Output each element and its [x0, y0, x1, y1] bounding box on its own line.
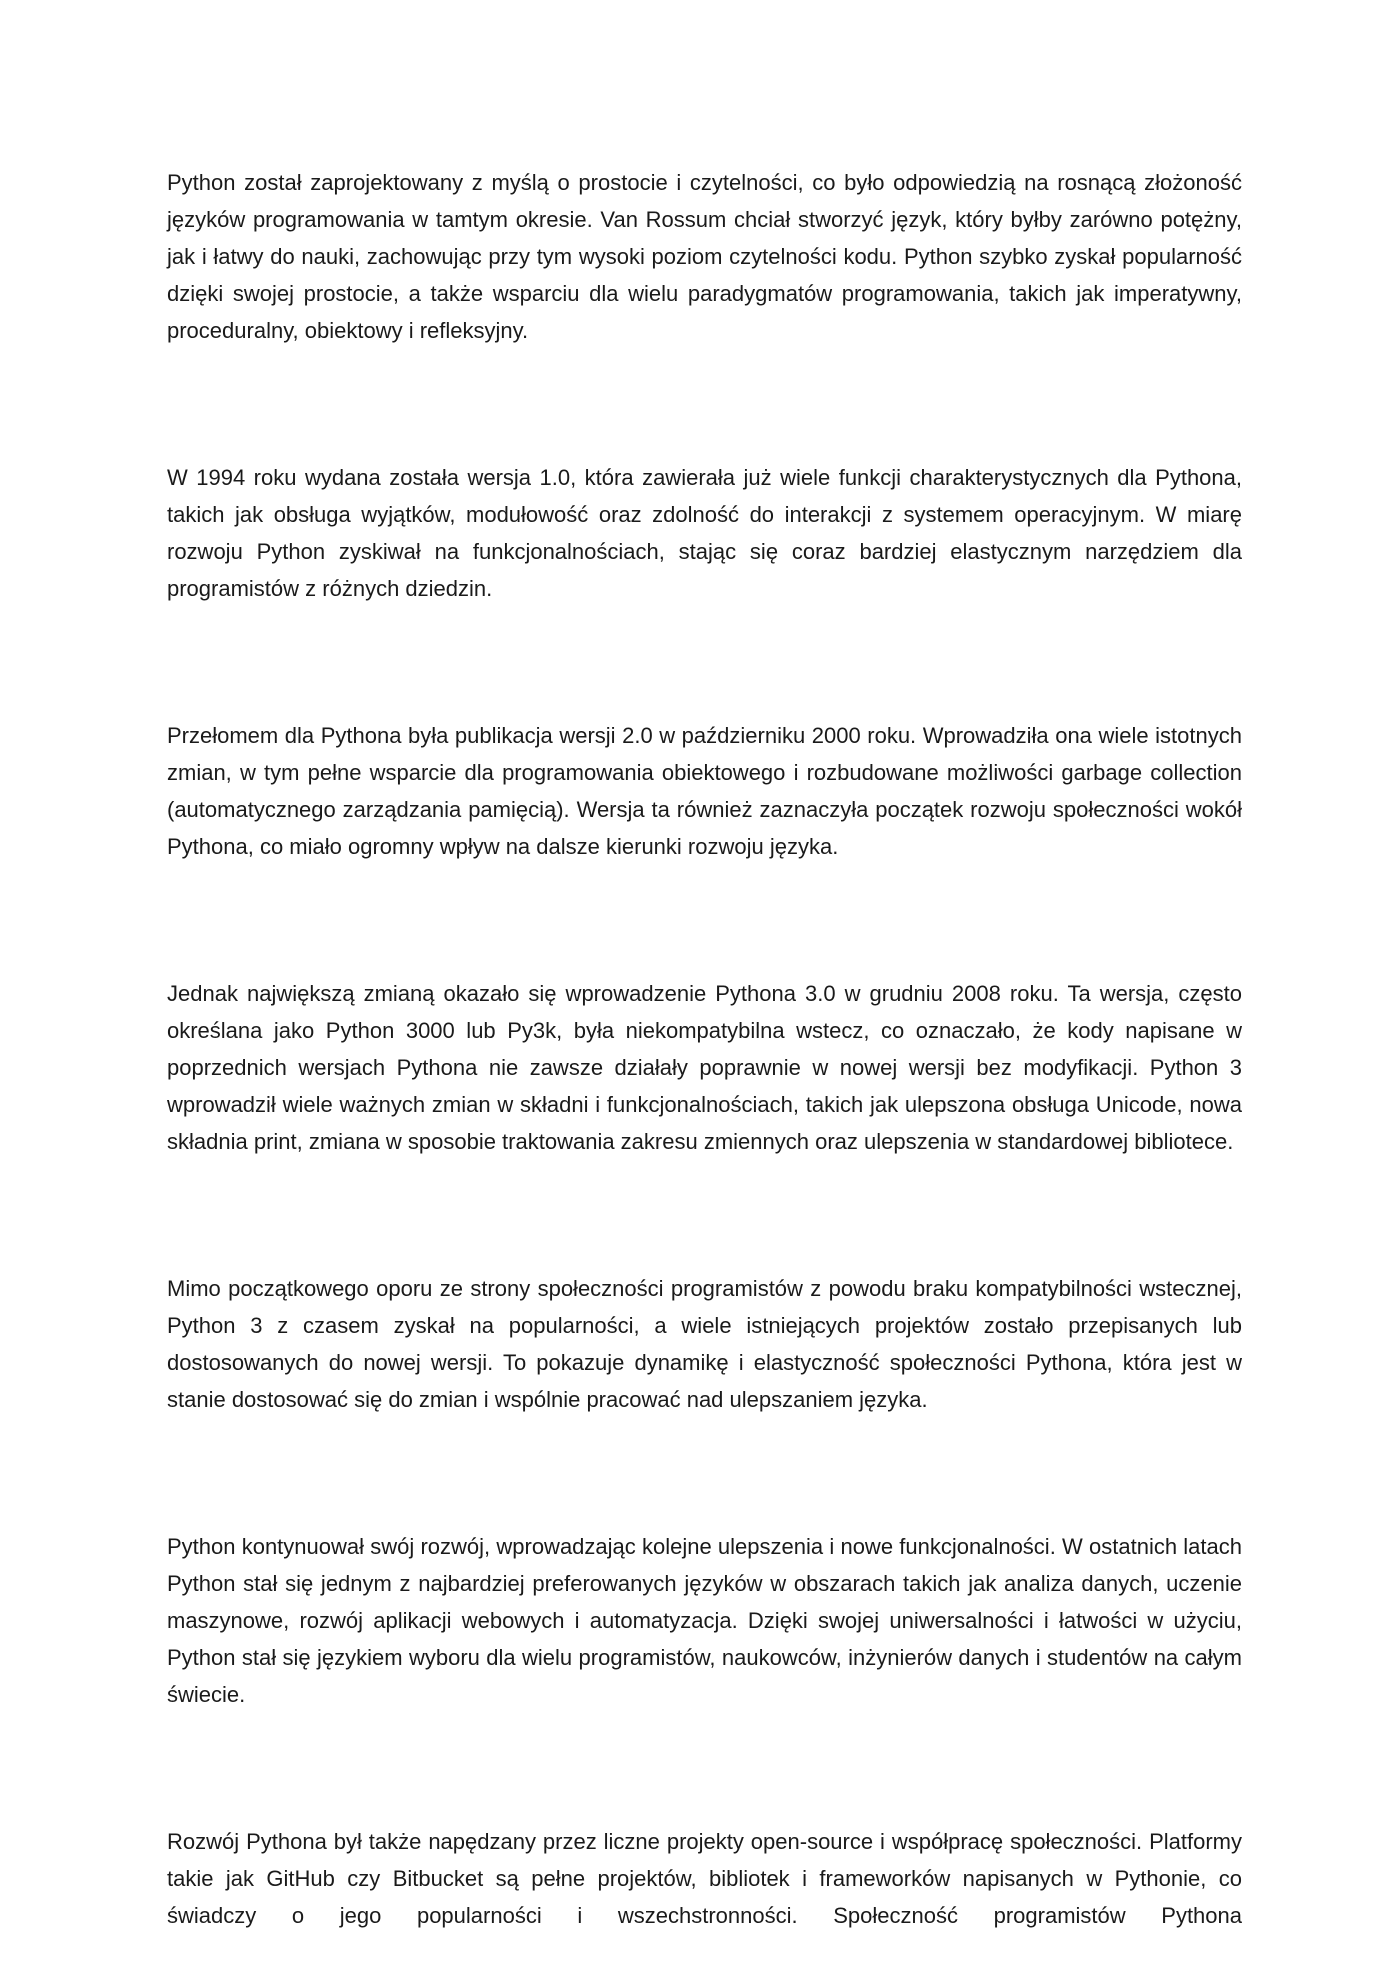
paragraph-3: Przełomem dla Pythona była publikacja wersji 2.0 w październiku 2000 roku. Wprowadziła ona wiele istotnych zmian, w tym pełne wsparcie dla programowania obiektowego i rozbudowane możliwości garbage collection (automatycznego zarządzania pamięcią). Wersja ta również zaznaczyła początek rozwoju społeczności wokół Pythona, co miało ogromny wpływ na dalsze kierunki rozwoju języka.	[167, 723, 1242, 859]
document-body	[167, 164, 1242, 1934]
paragraph-2: W 1994 roku wydana została wersja 1.0, która zawierała już wiele funkcji charakterystycznych dla Pythona, takich jak obsługa wyjątków, modułowość oraz zdolność do interakcji z systemem operacyjnym. W miarę rozwoju Python zyskiwał na funkcjonalnościach, stając się coraz bardziej elastycznym narzędziem dla programistów z różnych dziedzin.	[167, 465, 1242, 601]
paragraph-5: Mimo początkowego oporu ze strony społeczności programistów z powodu braku kompatybilności wstecznej, Python 3 z czasem zyskał na popularności, a wiele istniejących projektów zostało przepisanych lub dostosowanych do nowej wersji. To pokazuje dynamikę i elastyczność społeczności Pythona, która jest w stanie dostosować się do zmian i wspólnie pracować nad ulepszaniem języka.	[167, 1276, 1242, 1412]
paragraph-7: Rozwój Pythona był także napędzany przez liczne projekty open-source i współpracę społeczności. Platformy takie jak GitHub czy Bitbucket są pełne projektów, bibliotek i frameworków napisanych w Pythonie, co świadczy o jego popularności i wszechstronności. Społeczność programistów Pythona	[167, 1829, 1242, 1928]
paragraph-6: Python kontynuował swój rozwój, wprowadzając kolejne ulepszenia i nowe funkcjonalności. W ostatnich latach Python stał się jednym z najbardziej preferowanych języków w obszarach takich jak analiza danych, uczenie maszynowe, rozwój aplikacji webowych i automatyzacja. Dzięki swojej uniwersalności i łatwości w użyciu, Python stał się językiem wyboru dla wielu programistów, naukowców, inżynierów danych i studentów na całym świecie.	[167, 1534, 1242, 1707]
paragraph-1: Python został zaprojektowany z myślą o prostocie i czytelności, co było odpowiedzią na rosnącą złożoność języków programowania w tamtym okresie. Van Rossum chciał stworzyć język, który byłby zarówno potężny, jak i łatwy do nauki, zachowując przy tym wysoki poziom czytelności kodu. Python szybko zyskał popularność dzięki swojej prostocie, a także wsparciu dla wielu paradygmatów programowania, takich jak imperatywny, proceduralny, obiektowy i refleksyjny.	[167, 170, 1242, 343]
paragraph-4: Jednak największą zmianą okazało się wprowadzenie Pythona 3.0 w grudniu 2008 roku. Ta wersja, często określana jako Python 3000 lub Py3k, była niekompatybilna wstecz, co oznaczało, że kody napisane w poprzednich wersjach Pythona nie zawsze działały poprawnie w nowej wersji bez modyfikacji. Python 3 wprowadził wiele ważnych zmian w składni i funkcjonalnościach, takich jak ulepszona obsługa Unicode, nowa składnia print, zmiana w sposobie traktowania zakresu zmiennych oraz ulepszenia w standardowej bibliotece.	[167, 981, 1242, 1154]
